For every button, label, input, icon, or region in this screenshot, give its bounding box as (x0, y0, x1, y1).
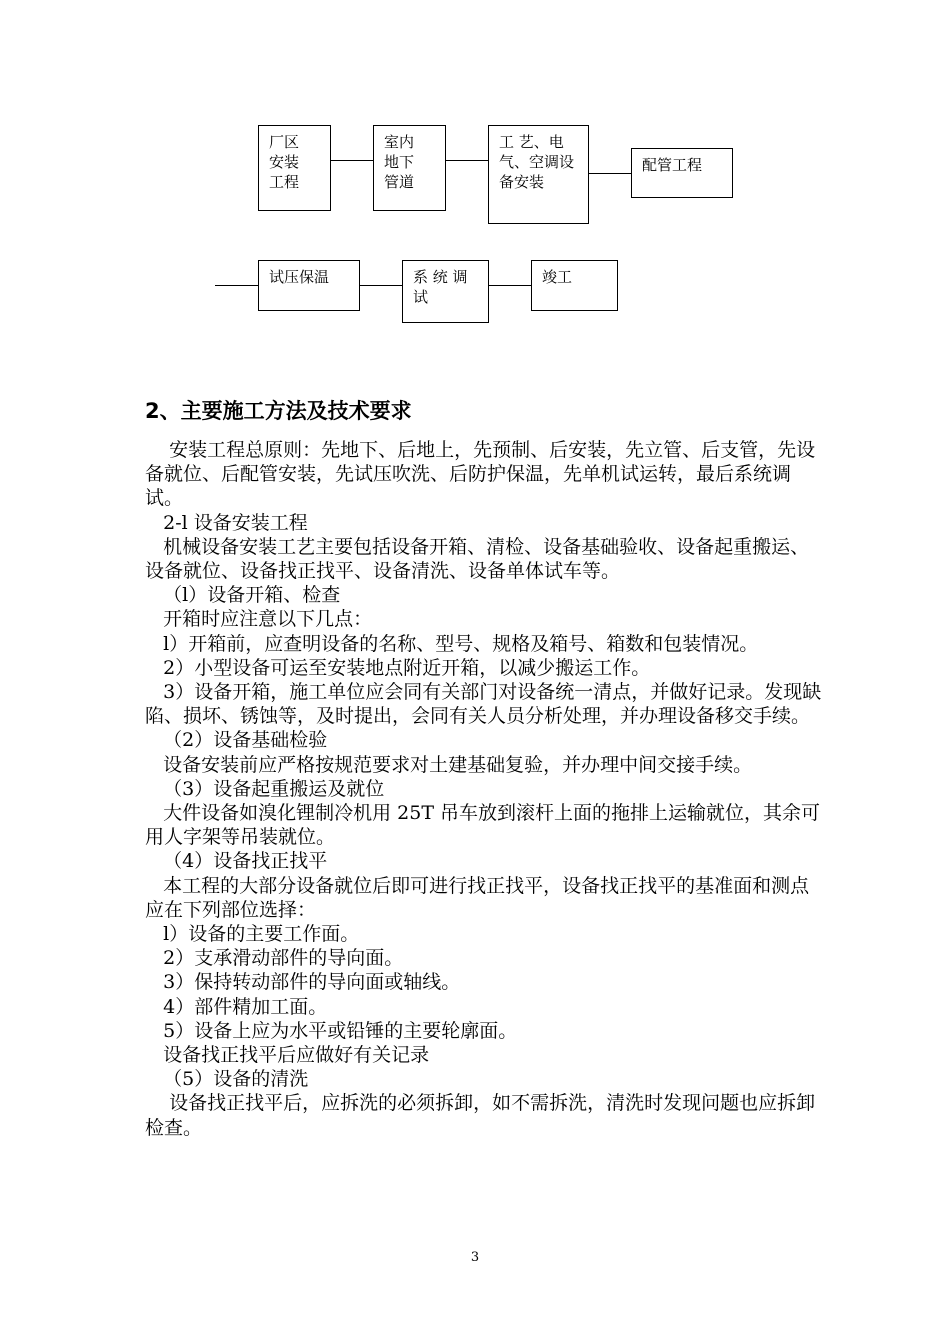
paragraph: 2）小型设备可运至安装地点附近开箱，以减少搬运工作。 (145, 656, 651, 679)
paragraph: 4）部件精加工面。 (145, 995, 328, 1018)
paragraph: （3）设备起重搬运及就位 (145, 777, 385, 800)
paragraph: 设备安装前应严格按规范要求对土建基础复验，并办理中间交接手续。 (145, 753, 753, 776)
paragraph: （2）设备基础检验 (145, 729, 328, 752)
body-text (145, 438, 825, 1140)
flow-box-completion: 竣工 (531, 260, 618, 311)
paragraph: 本工程的大部分设备就位后即可进行找正找平，设备找正找平的基准面和测点应在下列部位选择： (145, 874, 810, 921)
flow-connector (446, 160, 488, 161)
paragraph: （4）设备找正找平 (145, 850, 328, 873)
paragraph: l）设备的主要工作面。 (145, 923, 360, 946)
flow-box-equipment-install: 工 艺、电 气、空调设 备安装 (488, 125, 589, 224)
flow-connector-incoming (215, 285, 258, 286)
paragraph: 3）设备开箱，施工单位应会同有关部门对设备统一清点，并做好记录。发现缺陷、损坏、锈蚀等，及时提出，会同有关人员分析处理，并办理设备移交手续。 (145, 681, 822, 728)
paragraph: 2-l 设备安装工程 (145, 511, 308, 534)
paragraph: 设备找正找平后应做好有关记录 (145, 1044, 430, 1067)
flow-connector (589, 173, 631, 174)
section-heading: 2、主要施工方法及技术要求 (145, 399, 412, 423)
flow-connector (360, 285, 402, 286)
flow-box-pressure-test: 试压保温 (258, 260, 360, 311)
flow-connector (489, 285, 531, 286)
paragraph: 大件设备如溴化锂制冷机用 25T 吊车放到滚杆上面的拖排上运输就位，其余可用人字架等吊装就位。 (145, 802, 821, 849)
paragraph: （l）设备开箱、检查 (145, 584, 341, 607)
page-number: 3 (470, 1250, 480, 1265)
paragraph: 安装工程总原则：先地下、后地上，先预制、后安装，先立管、后支管，先设备就位、后配管安装，先试压吹洗、后防护保温，先单机试运转，最后系统调试。 (145, 439, 816, 510)
paragraph: l）开箱前，应查明设备的名称、型号、规格及箱号、箱数和包装情况。 (145, 632, 759, 655)
flow-box-system-debug: 系 统 调 试 (402, 260, 489, 323)
flow-box-piping: 配管工程 (631, 148, 733, 198)
paragraph: 3）保持转动部件的导向面或轴线。 (145, 971, 461, 994)
paragraph: 机械设备安装工艺主要包括设备开箱、清检、设备基础验收、设备起重搬运、设备就位、设备找正找平、设备清洗、设备单体试车等。 (145, 535, 810, 583)
paragraph: 设备找正找平后，应拆洗的必须拆卸，如不需拆洗，清洗时发现问题也应拆卸检查。 (145, 1092, 816, 1139)
paragraph: 5）设备上应为水平或铅锤的主要轮廓面。 (145, 1019, 518, 1042)
flow-connector (331, 160, 373, 161)
paragraph: （5）设备的清洗 (145, 1068, 309, 1091)
flow-box-plant-install: 厂区 安装 工程 (258, 125, 331, 211)
paragraph: 开箱时应注意以下几点： (145, 608, 373, 631)
flow-box-indoor-pipe: 室内 地下 管道 (373, 125, 446, 211)
paragraph: 2）支承滑动部件的导向面。 (145, 947, 404, 970)
